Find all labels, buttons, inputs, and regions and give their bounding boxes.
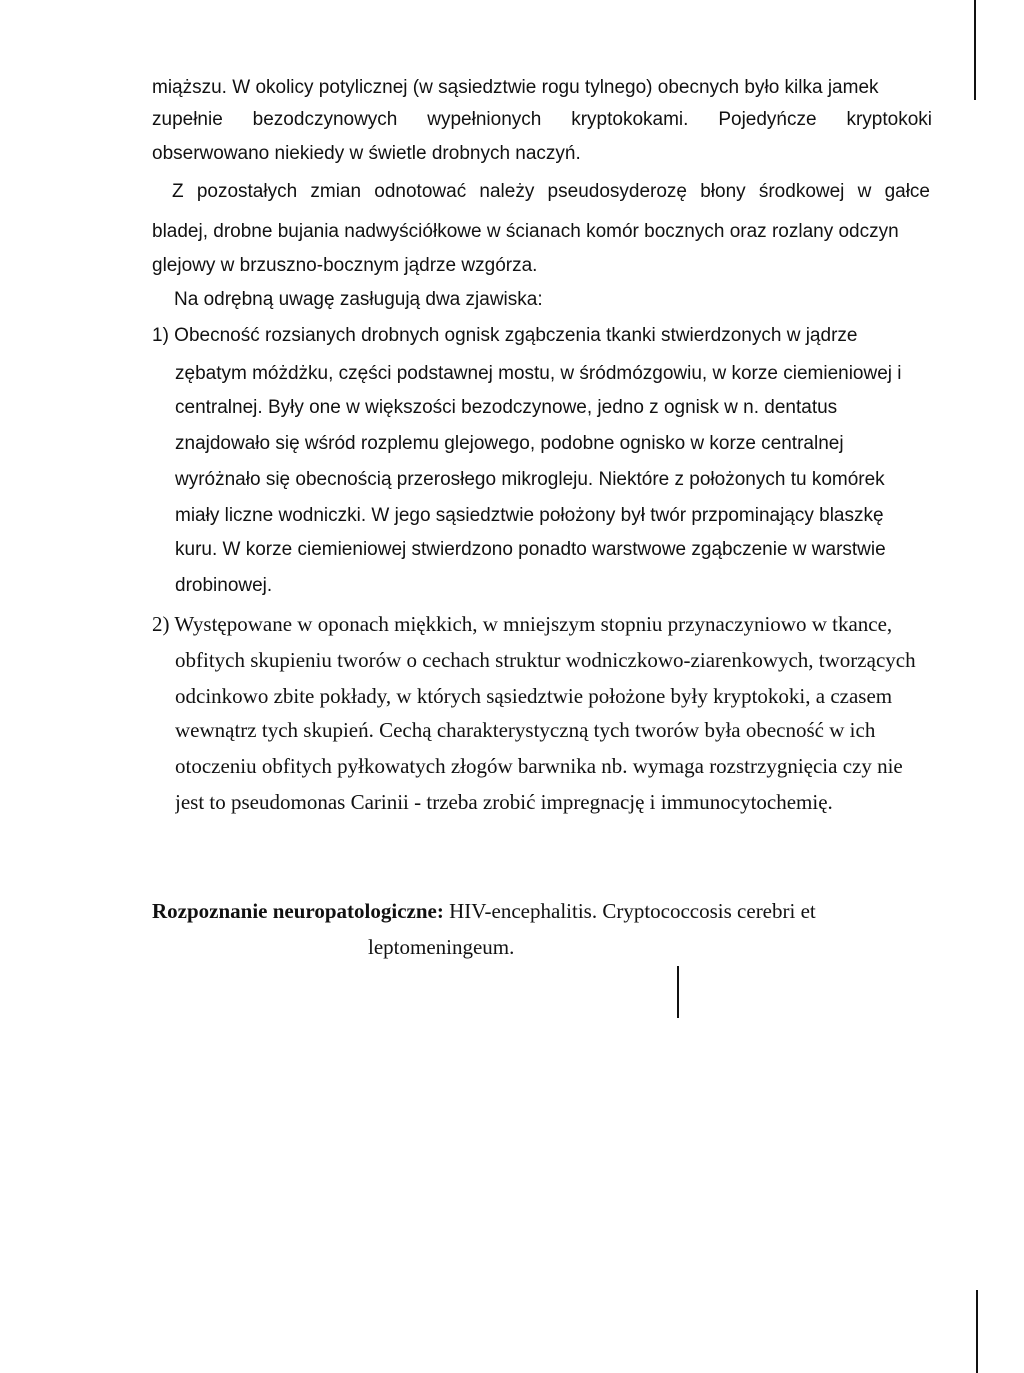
- p1-line-3: obserwowano niekiedy w świetle drobnych naczyń.: [152, 143, 581, 164]
- item1-line-1: 1) Obecność rozsianych drobnych ognisk zgąbczenia tkanki stwierdzonych w jądrze: [152, 325, 858, 346]
- item2-line-2: obfitych skupieniu tworów o cechach struktur wodniczkowo-ziarenkowych, tworzących: [175, 648, 916, 672]
- p1-line-2: zupełnie bezodczynowych wypełnionych kryptokokami. Pojedyńcze kryptokoki: [152, 109, 932, 130]
- diagnosis-line-1: [152, 899, 872, 925]
- item1-line-3: centralnej. Były one w większości bezodczynowe, jedno z ognisk w n. dentatus: [175, 397, 838, 418]
- item2-line-4: wewnątrz tych skupień. Cechą charakterystyczną tych tworów była obecność w ich: [175, 718, 876, 742]
- diagnosis-value-line-2: leptomeningeum.: [368, 935, 515, 959]
- item2-line-3: odcinkowo zbite pokłady, w których sąsiedztwie położone były kryptokoki, a czasem: [175, 684, 893, 708]
- item1-line-8: drobinowej.: [175, 575, 273, 596]
- p2-line-2: bladej, drobne bujania nadwyściółkowe w ścianach komór bocznych oraz rozlany odczyn: [152, 221, 899, 242]
- p2-line-3: glejowy w brzuszno-bocznym jądrze wzgórza.: [152, 255, 538, 276]
- item1-line-6: miały liczne wodniczki. W jego sąsiedztwie położony był twór przpominający blaszkę: [175, 505, 884, 526]
- scan-edge-mark-bottom: [976, 1290, 978, 1373]
- item2-line-6: jest to pseudomonas Carinii - trzeba zrobić impregnację i immunocytochemię.: [175, 790, 833, 814]
- diagnosis-value-line-1: HIV-encephalitis. Cryptococcosis cerebri et: [449, 899, 816, 923]
- item1-line-5: wyróżnało się obecnością przerosłego mikrogleju. Niektóre z położonych tu komórek: [175, 469, 885, 490]
- item1-line-7: kuru. W korze ciemieniowej stwierdzono ponadto warstwowe zgąbczenie w warstwie: [175, 539, 886, 560]
- p2-line-1: Z pozostałych zmian odnotować należy pseudosyderozę błony środkowej w gałce: [172, 181, 930, 202]
- item1-line-2: zębatym móżdżku, części podstawnej mostu, w śródmózgowiu, w korze ciemieniowej i: [175, 363, 902, 384]
- p3-intro: Na odrębną uwagę zasługują dwa zjawiska:: [174, 289, 543, 310]
- scan-mark-middle: [677, 966, 679, 1018]
- item2-line-1: 2) Występowane w oponach miękkich, w mniejszym stopniu przynaczyniowo w tkance,: [152, 612, 893, 636]
- scan-edge-mark-top: [974, 0, 976, 100]
- p1-line-1: miąższu. W okolicy potylicznej (w sąsiedztwie rogu tylnego) obecnych było kilka jamek: [152, 77, 879, 98]
- item1-line-4: znajdowało się wśród rozplemu glejowego, podobne ognisko w korze centralnej: [175, 433, 844, 454]
- item2-line-5: otoczeniu obfitych pyłkowatych złogów barwnika nb. wymaga rozstrzygnięcia czy nie: [175, 754, 903, 778]
- diagnosis-label: Rozpoznanie neuropatologiczne:: [152, 899, 444, 923]
